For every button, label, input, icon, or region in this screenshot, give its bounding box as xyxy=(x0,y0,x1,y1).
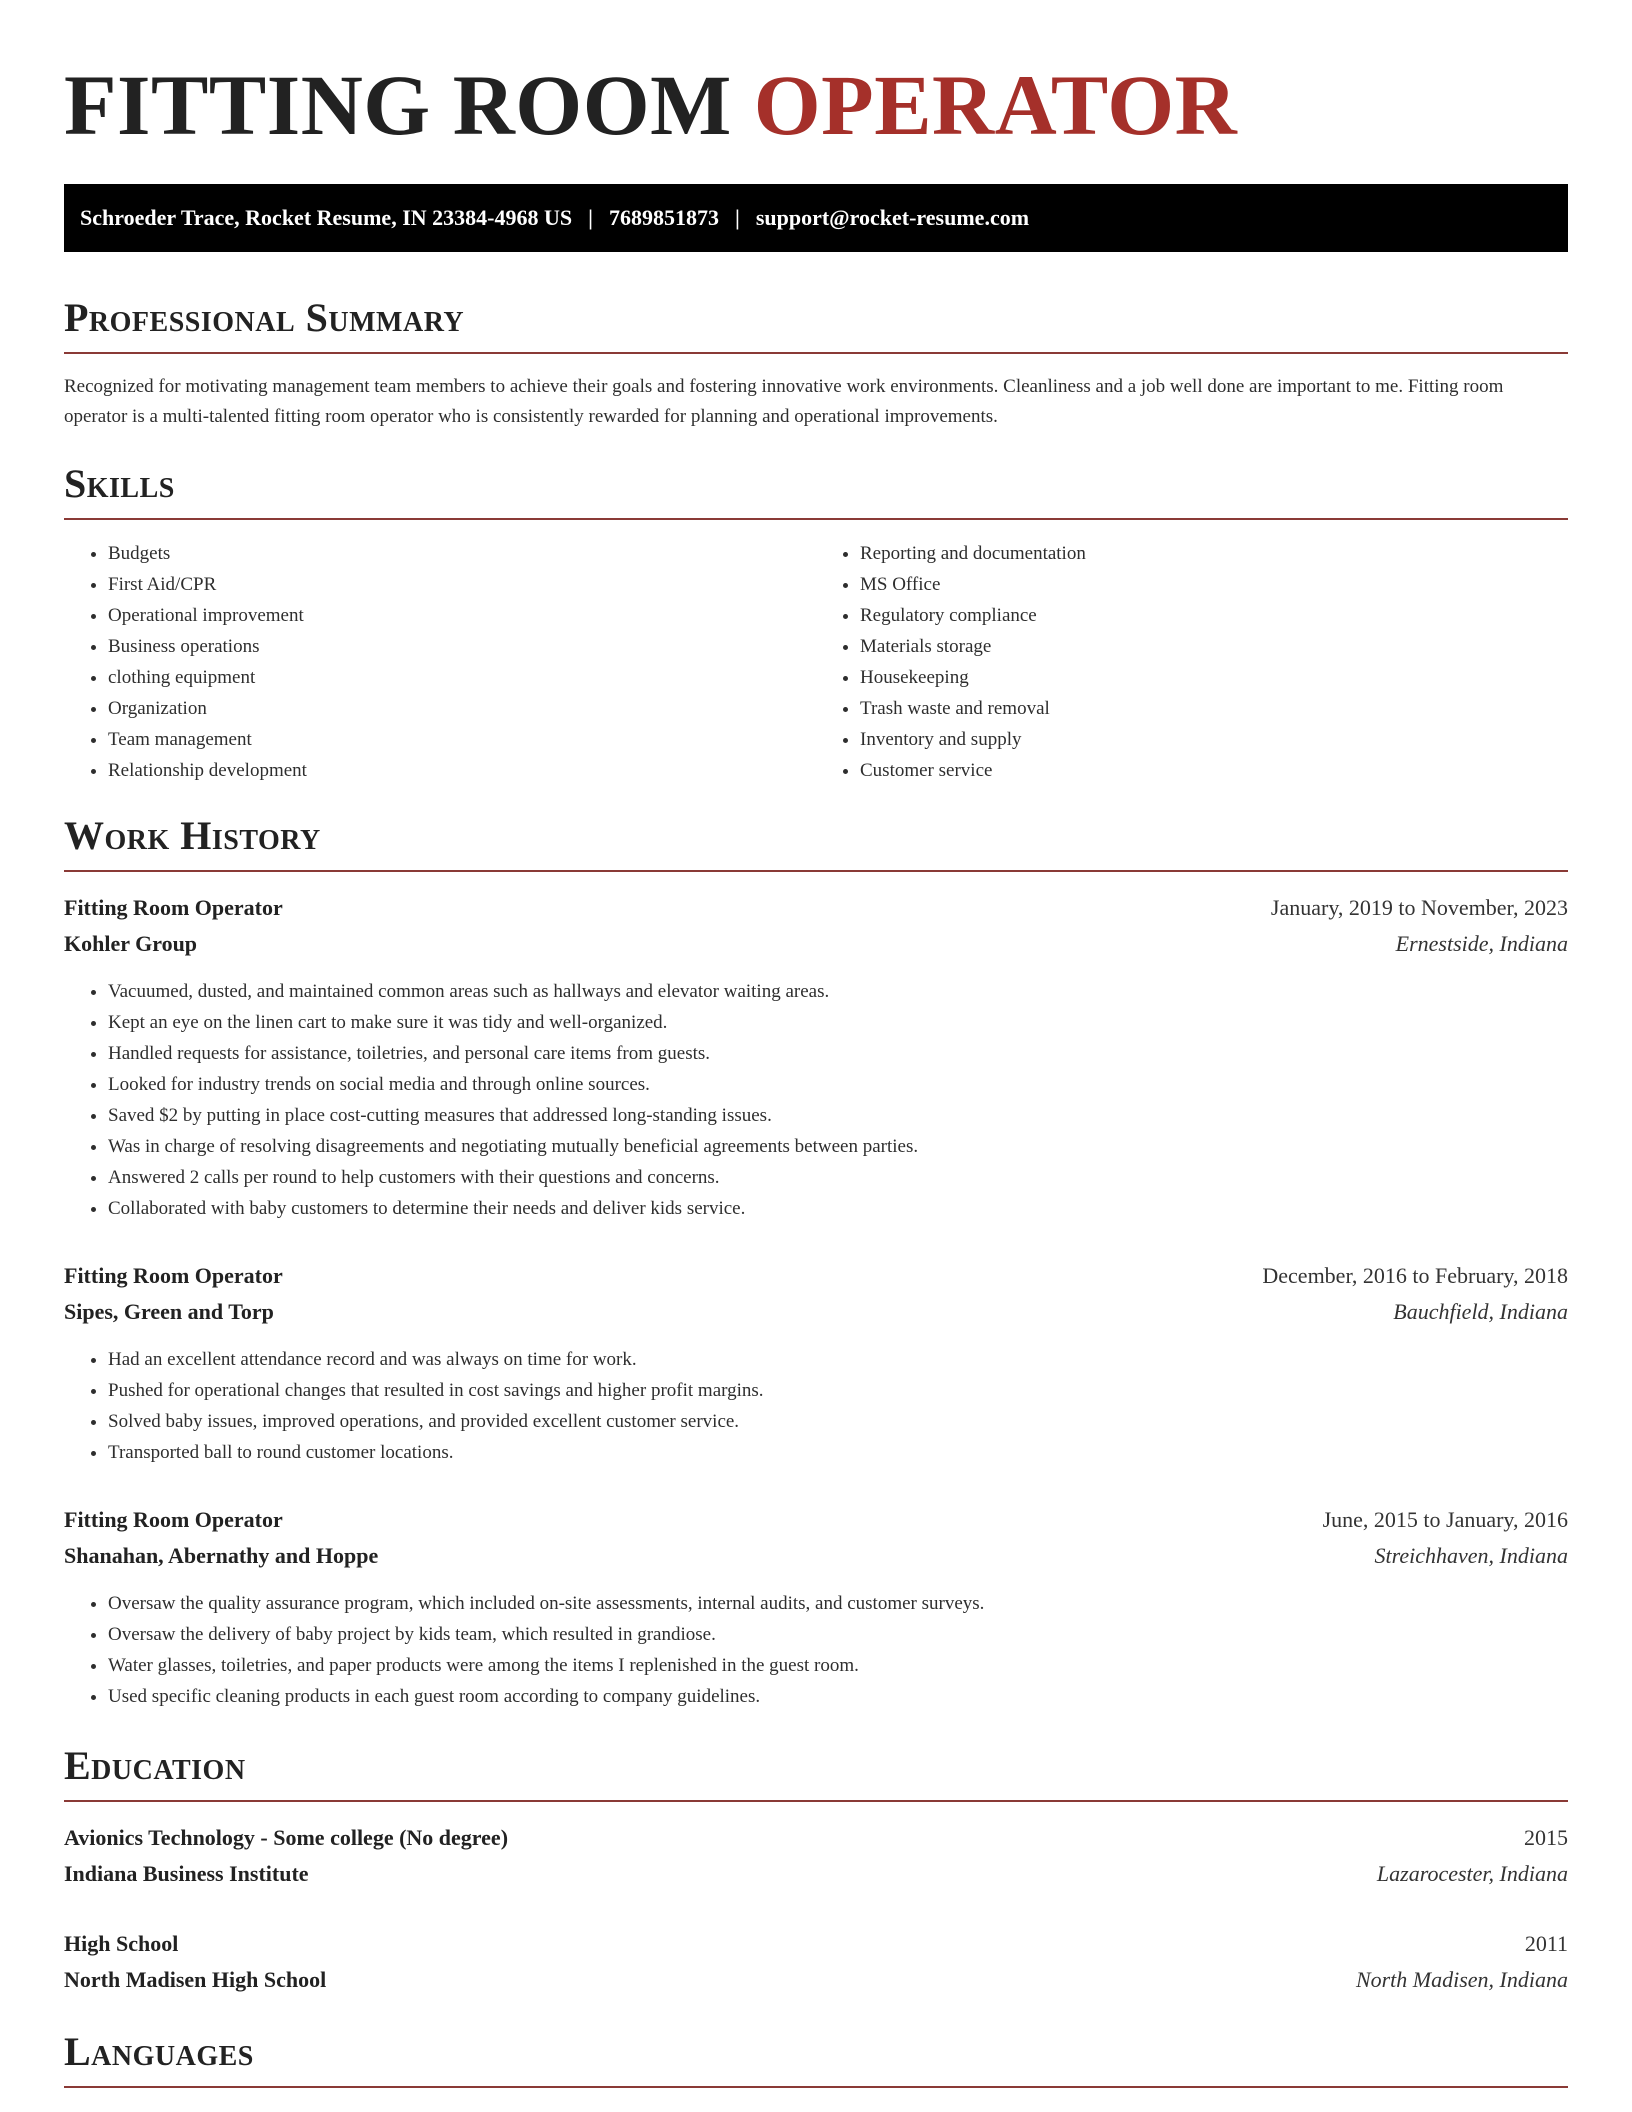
job-duties xyxy=(64,976,1568,1224)
job-entry xyxy=(64,890,1568,1224)
education-degree-row xyxy=(64,1926,1568,1962)
skill-item: • Budgets xyxy=(108,538,816,569)
job-title-row xyxy=(64,890,1568,926)
skill-item: • Inventory and supply xyxy=(860,724,1568,755)
contact-phone: 7689851873 xyxy=(608,205,719,230)
job-company-row xyxy=(64,1294,1568,1330)
skill-item: • Organization xyxy=(108,693,816,724)
job-duties xyxy=(64,1344,1568,1468)
job-entry xyxy=(64,1502,1568,1712)
education-entry xyxy=(64,1926,1568,1998)
skills-column-left xyxy=(64,538,816,786)
education-degree: High School xyxy=(64,1931,179,1956)
job-location: Ernestside, Indiana xyxy=(1395,931,1568,956)
job-duty: • Answered 2 calls per round to help customers with their questions and concerns. xyxy=(108,1162,1568,1193)
job-dates: January, 2019 to November, 2023 xyxy=(1270,895,1568,920)
title-main: FITTING ROOM xyxy=(64,57,732,153)
education-heading: Education xyxy=(64,1746,1568,1802)
skills-heading: Skills xyxy=(64,464,1568,520)
summary-text: Recognized for motivating management team members to achieve their goals and fostering innovative work environments. Cleanliness and a job well done are important to me. Fitting room operator is a multi-talented fitting room operator who is consistently rewarded for planning and operational improvements. xyxy=(64,376,1504,427)
job-dates: June, 2015 to January, 2016 xyxy=(1322,1507,1568,1532)
education-year: 2011 xyxy=(1524,1931,1568,1956)
education-school: Indiana Business Institute xyxy=(64,1861,309,1886)
languages-heading: Languages xyxy=(64,2032,1568,2088)
skill-item: • Trash waste and removal xyxy=(860,693,1568,724)
job-company-row xyxy=(64,1538,1568,1574)
skills-column-right xyxy=(816,538,1568,786)
skill-item: • Reporting and documentation xyxy=(860,538,1568,569)
education-degree-row xyxy=(64,1820,1568,1856)
job-title: Fitting Room Operator xyxy=(64,1263,283,1288)
job-dates: December, 2016 to February, 2018 xyxy=(1262,1263,1568,1288)
skill-item: • Team management xyxy=(108,724,816,755)
job-duty: • Used specific cleaning products in each guest room according to company guidelines. xyxy=(108,1681,1568,1712)
contact-bar xyxy=(64,184,1568,252)
skill-item: • First Aid/CPR xyxy=(108,569,816,600)
job-duties xyxy=(64,1588,1568,1712)
job-title: Fitting Room Operator xyxy=(64,1507,283,1532)
job-duty: • Oversaw the delivery of baby project by kids team, which resulted in grandiose. xyxy=(108,1619,1568,1650)
contact-separator: | xyxy=(734,205,740,230)
job-duty: • Was in charge of resolving disagreements and negotiating mutually beneficial agreements between parties. xyxy=(108,1131,1568,1162)
job-company: Kohler Group xyxy=(64,931,198,956)
job-company: Sipes, Green and Torp xyxy=(64,1299,274,1324)
job-duty: • Solved baby issues, improved operations, and provided excellent customer service. xyxy=(108,1406,1568,1437)
contact-separator: | xyxy=(588,205,593,230)
job-duty: • Handled requests for assistance, toiletries, and personal care items from guests. xyxy=(108,1038,1568,1069)
job-duty: • Collaborated with baby customers to determine their needs and deliver kids service. xyxy=(108,1193,1568,1224)
education-location: Lazarocester, Indiana xyxy=(1376,1861,1568,1886)
job-title-row xyxy=(64,1502,1568,1538)
skill-item: • Regulatory compliance xyxy=(860,600,1568,631)
education-year: 2015 xyxy=(1524,1825,1568,1850)
job-duty: • Kept an eye on the linen cart to make sure it was tidy and well-organized. xyxy=(108,1007,1568,1038)
title-accent: OPERATOR xyxy=(753,57,1238,153)
job-duty: • Pushed for operational changes that resulted in cost savings and higher profit margins. xyxy=(108,1375,1568,1406)
contact-address: Schroeder Trace, Rocket Resume, IN 23384-4968 US xyxy=(80,205,573,230)
education-school-row xyxy=(64,1856,1568,1892)
education-location: North Madisen, Indiana xyxy=(1355,1967,1568,1992)
education-entry xyxy=(64,1820,1568,1892)
skill-item: • Business operations xyxy=(108,631,816,662)
skill-item: • Housekeeping xyxy=(860,662,1568,693)
education-degree: Avionics Technology - Some college (No degree) xyxy=(64,1825,509,1850)
work-history-heading: Work History xyxy=(64,816,1568,872)
skills-list xyxy=(64,538,1568,786)
skill-item: • Relationship development xyxy=(108,755,816,786)
job-duty: • Looked for industry trends on social media and through online sources. xyxy=(108,1069,1568,1100)
job-entry xyxy=(64,1258,1568,1468)
summary-heading: Professional Summary xyxy=(64,298,1568,354)
skill-item: • Materials storage xyxy=(860,631,1568,662)
education-school-row xyxy=(64,1962,1568,1998)
education-school: North Madisen High School xyxy=(64,1967,327,1992)
job-title-row xyxy=(64,1258,1568,1294)
job-duty: • Oversaw the quality assurance program, which included on-site assessments, internal audits, and customer surveys. xyxy=(108,1588,1568,1619)
job-company-row xyxy=(64,926,1568,962)
job-location: Streichhaven, Indiana xyxy=(1374,1543,1568,1568)
job-duty: • Saved $2 by putting in place cost-cutting measures that addressed long-standing issues. xyxy=(108,1100,1568,1131)
skill-item: • Operational improvement xyxy=(108,600,816,631)
skill-item: • clothing equipment xyxy=(108,662,816,693)
contact-email: support@rocket-resume.com xyxy=(755,205,1030,230)
job-duty: • Had an excellent attendance record and was always on time for work. xyxy=(108,1344,1568,1375)
job-duty: • Water glasses, toiletries, and paper products were among the items I replenished in the guest room. xyxy=(108,1650,1568,1681)
job-title: Fitting Room Operator xyxy=(64,895,283,920)
skill-item: • MS Office xyxy=(860,569,1568,600)
job-duty: • Transported ball to round customer locations. xyxy=(108,1437,1568,1468)
page-title xyxy=(64,57,1568,153)
job-company: Shanahan, Abernathy and Hoppe xyxy=(64,1543,379,1568)
skill-item: • Customer service xyxy=(860,755,1568,786)
job-location: Bauchfield, Indiana xyxy=(1393,1299,1568,1324)
job-duty: • Vacuumed, dusted, and maintained common areas such as hallways and elevator waiting areas. xyxy=(108,976,1568,1007)
